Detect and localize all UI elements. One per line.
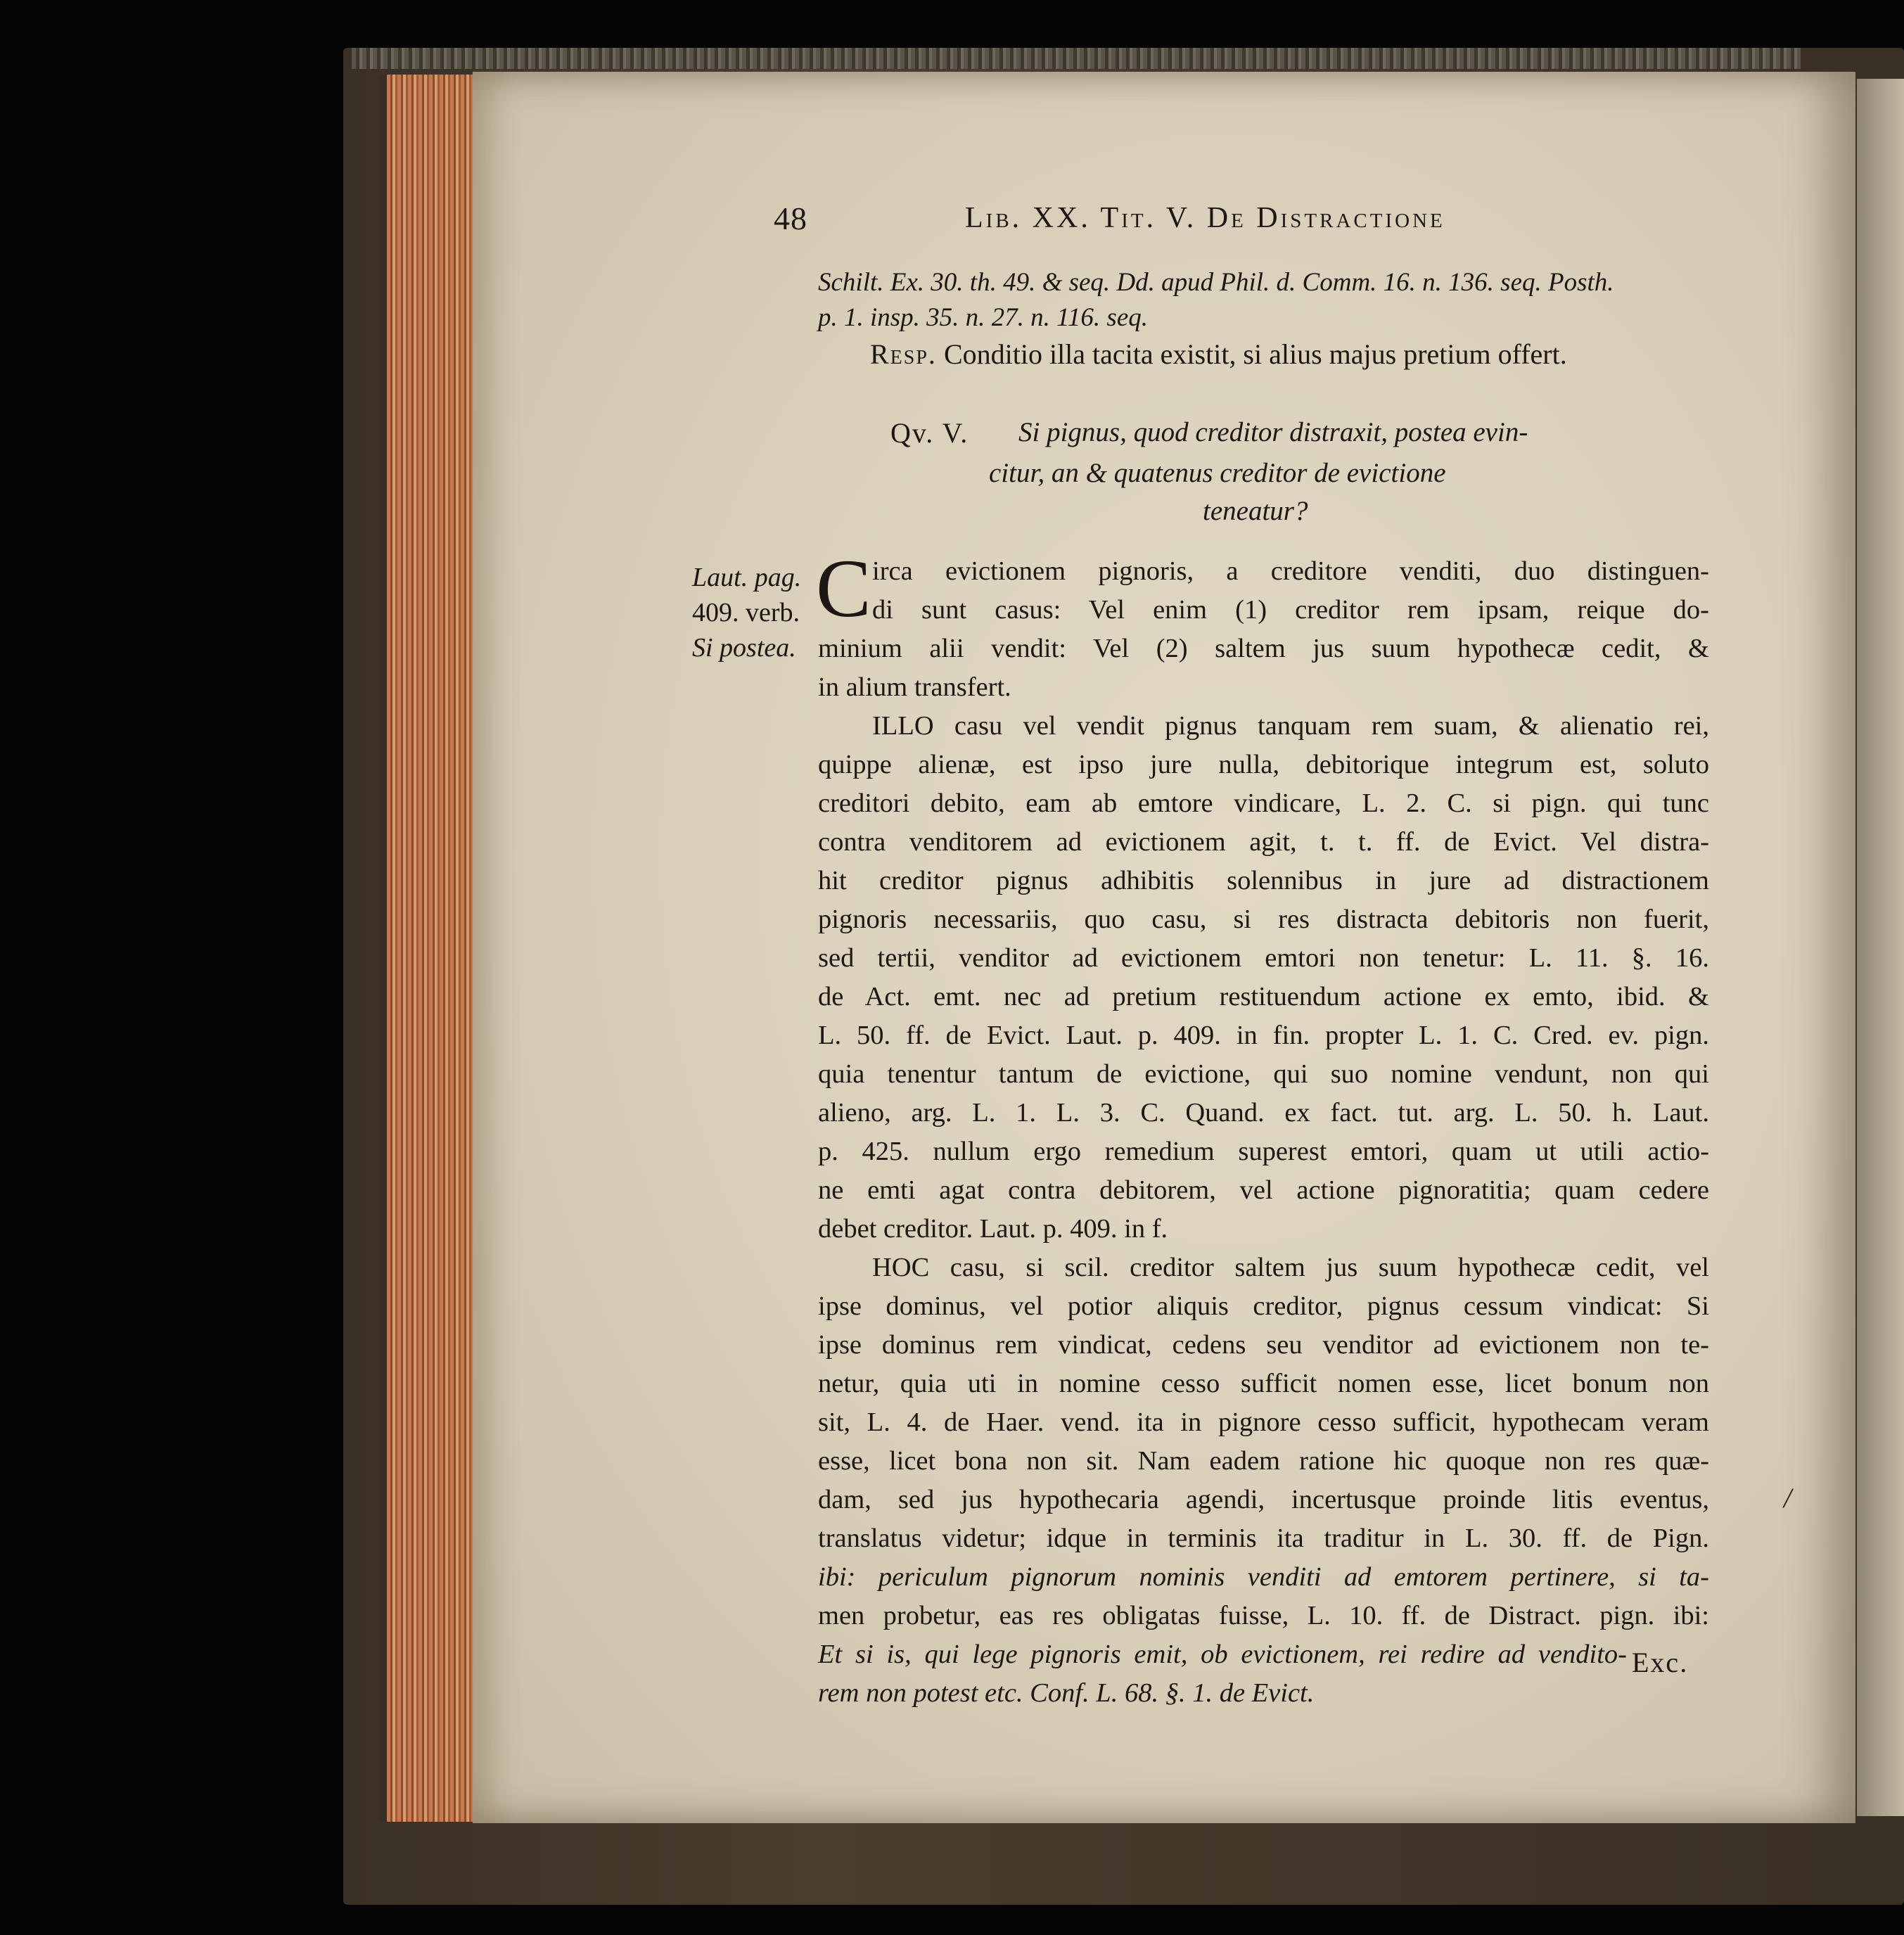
body-line: rem non potest etc. Conf. L. 68. §. 1. de Evict.	[818, 1678, 1315, 1708]
book-top-edge	[352, 48, 1801, 69]
body-line: alieno, arg. L. 1. L. 3. C. Quand. ex fact. tut. arg. L. 50. h. Laut.	[818, 1098, 1709, 1128]
body-line: L. 50. ff. de Evict. Laut. p. 409. in fin. propter L. 1. C. Cred. ev. pign.	[818, 1021, 1709, 1050]
question-line: teneatur?	[1203, 496, 1308, 526]
body-line: netur, quia uti in nomine cesso sufficit nomen esse, licet bonum non	[818, 1369, 1709, 1398]
body-line: Et si is, qui lege pignoris emit, ob evictionem, rei redire ad vendito-	[818, 1640, 1627, 1669]
page-number: 48	[774, 200, 807, 236]
question-line: citur, an & quatenus creditor de evictione	[989, 458, 1446, 488]
body-line: sed tertii, venditor ad evictionem emtori non tenetur: L. 11. §. 16.	[818, 943, 1709, 973]
pencil-mark-icon: /	[1784, 1482, 1792, 1514]
body-line: irca evictionem pignoris, a creditore venditi, duo distinguen-	[872, 556, 1709, 586]
catchword: Exc.	[1632, 1647, 1689, 1678]
question-line: Si pignus, quod creditor distraxit, postea evin-	[1018, 417, 1528, 447]
body-line: minium alii vendit: Vel (2) saltem jus suum hypothecæ cedit, &	[818, 634, 1709, 663]
body-line: ILLO casu vel vendit pignus tanquam rem suam, & alienatio rei,	[872, 711, 1709, 741]
body-line: quia tenentur tantum de evictione, qui suo nomine vendunt, non qui	[818, 1059, 1709, 1089]
running-title: Lib. XX. Tit. V. De Distractione	[965, 202, 1445, 234]
body-line: hit creditor pignus adhibitis solennibus in jure ad distractionem	[818, 866, 1709, 895]
resp-text: Conditio illa tacita existit, si alius majus pretium offert.	[943, 338, 1567, 370]
body-line: contra venditorem ad evictionem agit, t. t. ff. de Evict. Vel distra-	[818, 827, 1709, 857]
body-line: men probetur, eas res obligatas fuisse, L. 10. ff. de Distract. pign. ibi:	[818, 1601, 1709, 1630]
body-line: ne emti agat contra debitorem, vel actione pignoratitia; quam cedere	[818, 1175, 1709, 1205]
page-edges	[380, 75, 482, 1822]
body-line: creditori debito, eam ab emtore vindicare, L. 2. C. si pign. qui tunc	[818, 788, 1709, 818]
body-line: translatus videtur; idque in terminis ita traditur in L. 30. ff. de Pign.	[818, 1524, 1709, 1553]
body-line: ibi: periculum pignorum nominis venditi ad emtorem pertinere, si ta-	[818, 1562, 1709, 1592]
body-line: debet creditor. Laut. p. 409. in f.	[818, 1214, 1168, 1244]
body-line: pignoris necessariis, quo casu, si res distracta debitoris non fuerit,	[818, 905, 1709, 934]
margin-note-line: 409. verb.	[692, 598, 800, 627]
body-line: dam, sed jus hypothecaria agendi, incertusque proinde litis eventus,	[818, 1485, 1709, 1514]
margin-note-line: Laut. pag.	[692, 563, 802, 592]
body-line: in alium transfert.	[818, 672, 1011, 702]
margin-note-line: Si postea.	[692, 633, 796, 663]
body-line: HOC casu, si scil. creditor saltem jus suum hypothecæ cedit, vel	[872, 1253, 1709, 1282]
resp-label: Resp.	[870, 338, 937, 370]
body-line: quippe alienæ, est ipso jure nulla, debitorique integrum est, soluto	[818, 750, 1709, 779]
drop-cap: C	[816, 542, 871, 634]
question-label: Qv. V.	[890, 417, 969, 449]
running-header	[774, 198, 1561, 241]
body-line: de Act. emt. nec ad pretium restituendum actione ex emto, ibid. &	[818, 982, 1709, 1011]
body-line: ipse dominus rem vindicat, cedens seu venditor ad evictionem non te-	[818, 1330, 1709, 1360]
body-line: esse, licet bona non sit. Nam eadem ratione hic quoque non res quæ-	[818, 1446, 1709, 1476]
body-line: p. 425. nullum ergo remedium superest emtori, quam ut utili actio-	[818, 1137, 1709, 1166]
response-line	[870, 338, 1567, 371]
body-line: di sunt casus: Vel enim (1) creditor rem ipsam, reique do-	[872, 595, 1709, 625]
body-line: sit, L. 4. de Haer. vend. ita in pignore cesso sufficit, hypothecam veram	[818, 1407, 1709, 1437]
reference-line: Schilt. Ex. 30. th. 49. & seq. Dd. apud Phil. d. Comm. 16. n. 136. seq. Posth.	[818, 268, 1614, 297]
body-line: ipse dominus, vel potior aliquis creditor, pignus cessum vindicat: Si	[818, 1291, 1709, 1321]
reference-line: p. 1. insp. 35. n. 27. n. 116. seq.	[818, 303, 1149, 332]
facing-page-edge	[1857, 79, 1904, 1816]
